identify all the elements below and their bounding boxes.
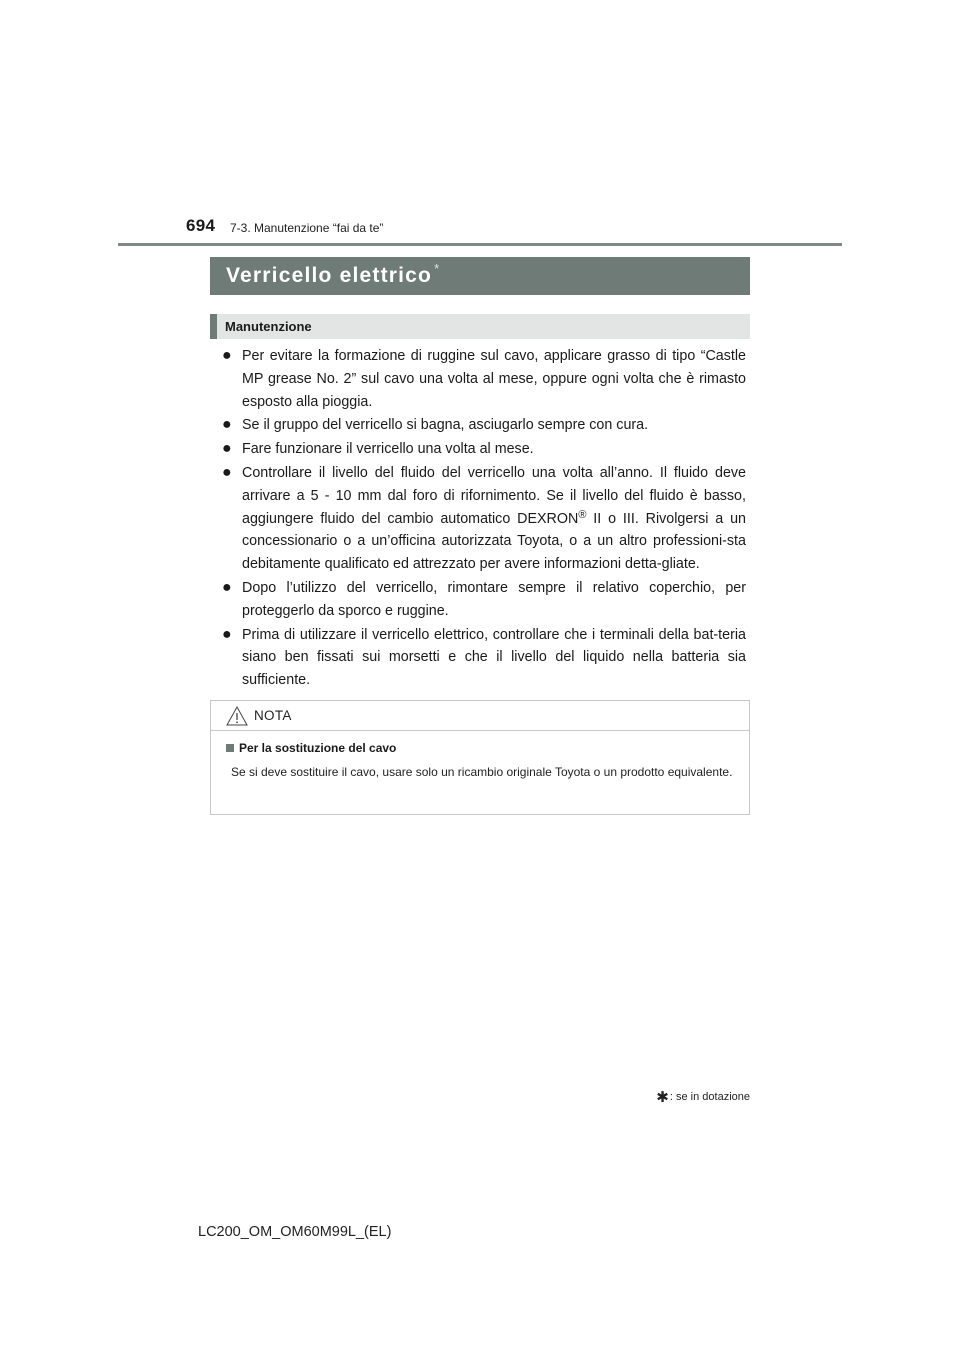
page-title: Verricello elettrico <box>226 264 433 287</box>
bullet-icon: ● <box>222 416 232 434</box>
note-text: Se si deve sostituire il cavo, usare solo un ricambio originale Toyota o un prodotto equivalente. <box>231 765 733 779</box>
list-item <box>222 345 746 414</box>
subsection-header <box>210 314 750 339</box>
optional-marker-icon: * <box>434 260 440 276</box>
square-bullet-icon <box>226 744 234 752</box>
list-item-text: Per evitare la formazione di ruggine sul cavo, applicare grasso di tipo “Castle MP grease No. 2” sul cavo una volta al mese, oppure ogni volta che è rimasto esposto alla pioggia. <box>242 348 746 410</box>
subsection-title: Manutenzione <box>225 319 312 334</box>
asterisk-icon: ✱ <box>656 1089 669 1106</box>
text-segment: Controllare il livello del fluido del verricello una volta all’anno. Il fluido deve arrivare a 5 - 10 mm dal foro di rifornimento. Se il livello del fluido è basso, aggiungere fluido del cambio automatico DEXRON <box>242 464 746 527</box>
header-divider <box>118 243 842 246</box>
footnote <box>656 1088 750 1106</box>
bullet-icon: ● <box>222 578 232 596</box>
bullet-icon: ● <box>222 440 232 458</box>
note-heading-text: Per la sostituzione del cavo <box>239 741 397 755</box>
list-item <box>222 438 746 462</box>
list-item-text: Prima di utilizzare il verricello elettrico, controllare che i terminali della bat-teria siano ben fissati sui morsetti e che il livello del liquido nella batteria sia sufficiente. <box>242 626 746 689</box>
list-item-text: Fare funzionare il verricello una volta al mese. <box>242 441 534 458</box>
warning-icon <box>226 706 248 726</box>
list-item <box>222 624 746 693</box>
note-box <box>210 700 750 815</box>
list-item <box>222 577 746 624</box>
note-label: NOTA <box>254 708 292 723</box>
page-title-bar <box>210 257 750 295</box>
document-code: LC200_OM_OM60M99L_(EL) <box>198 1224 392 1240</box>
footnote-text: : se in dotazione <box>669 1091 750 1103</box>
list-item <box>222 462 746 577</box>
page-number: 694 <box>186 216 216 235</box>
list-item-text: Se il gruppo del verricello si bagna, asciugarlo sempre con cura. <box>242 417 649 434</box>
note-header <box>211 701 749 731</box>
bullet-icon: ● <box>222 347 232 364</box>
note-body <box>211 731 749 782</box>
list-item-text: Dopo l’utilizzo del verricello, rimontare sempre il relativo coperchio, per proteggerlo da sporco e ruggine. <box>242 579 746 619</box>
bullet-icon: ● <box>222 463 232 481</box>
registered-mark: ® <box>578 508 587 521</box>
text-segment: II o III. Rivolgersi a un concessionario o a un’officina autorizzata Toyota, o a un altro professioni-sta debitamente qualificato ed attrezzato per avere informazioni detta-gliate. <box>242 510 746 573</box>
list-item <box>222 414 746 438</box>
bullet-icon: ● <box>222 625 232 643</box>
section-breadcrumb: 7-3. Manutenzione “fai da te” <box>230 221 384 235</box>
bullet-list <box>222 345 746 693</box>
note-heading <box>226 741 737 755</box>
list-item-text <box>242 462 746 576</box>
